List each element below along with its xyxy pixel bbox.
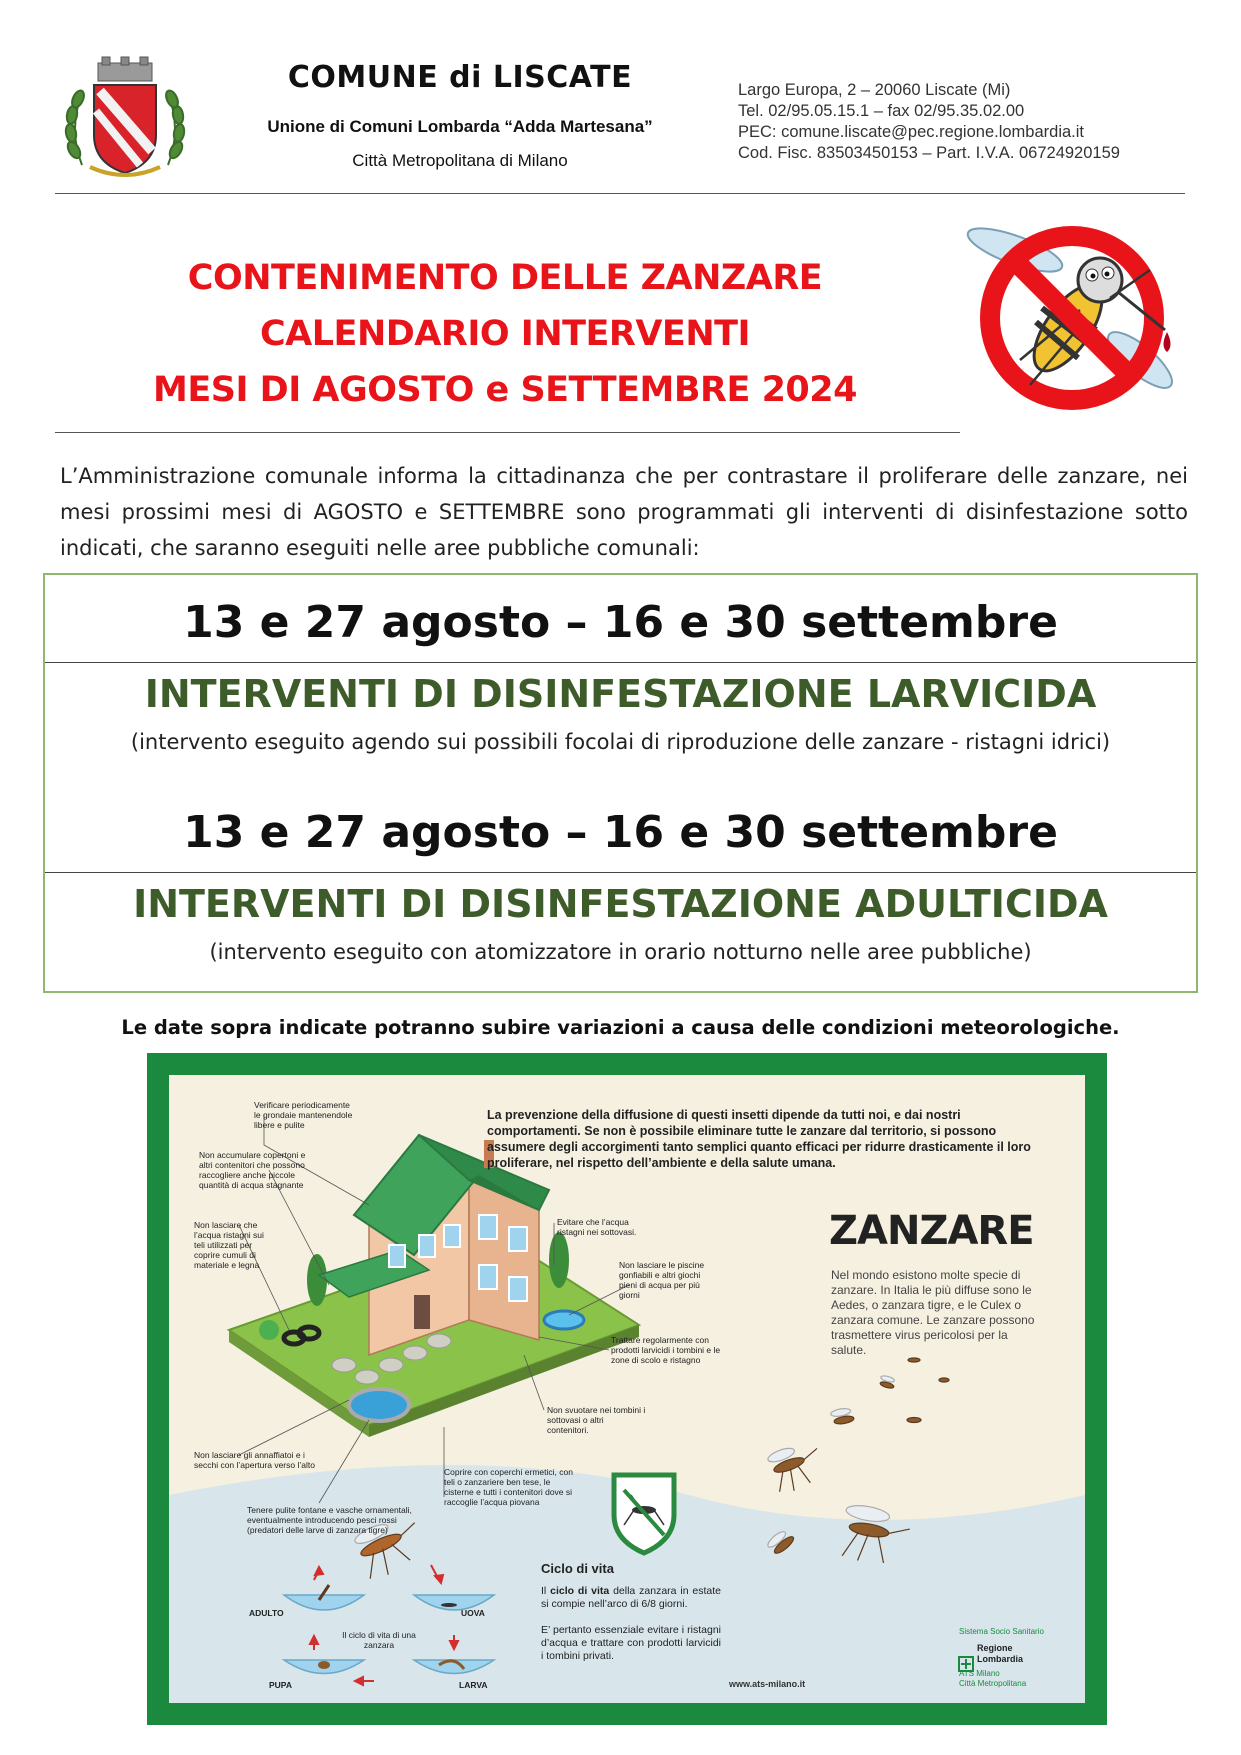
stage-larva: LARVA (459, 1680, 488, 1690)
stage-adulto: ADULTO (249, 1608, 284, 1618)
stage-uova: UOVA (461, 1608, 485, 1618)
tip-piscine: Non lasciare le piscine gonfiabili e altri giochi pieni di acqua per più giorni (619, 1260, 705, 1300)
no-mosquito-icon (960, 210, 1190, 425)
inflatable-pool (544, 1311, 584, 1329)
title-line-2: CALENDARIO INTERVENTI (259, 314, 751, 354)
tip-cisterne: Coprire con coperchi ermetici, con teli o zanzariere ben tese, le cisterne e tutti i contenitori dove si raccoglie l’acqua piovana (444, 1467, 573, 1507)
adulticide-dates: 13 e 27 agosto – 16 e 30 settembre (183, 807, 1058, 858)
tip-svuotare: Non svuotare nei tombini i sottovasi o altri contenitori. (547, 1405, 646, 1435)
contact-info (738, 80, 1120, 164)
notice-title (55, 250, 955, 418)
adulticide-divider (45, 872, 1196, 873)
prevention-poster (147, 1053, 1107, 1725)
tip-annaffiatoi: Non lasciare gli annaffiatoi e i secchi con l’apertura verso l’alto (194, 1450, 315, 1470)
tip-copertoni: Non accumulare copertoni e altri contenitori che possono raccogliere anche piccole quantità di acqua stagnante (199, 1150, 306, 1190)
tip-teli: Non lasciare che l’acqua ristagni sui teli utilizzati per coprire cumuli di materiale e legna (194, 1220, 264, 1270)
larvicide-title: INTERVENTI DI DISINFESTAZIONE LARVICIDA (144, 672, 1097, 716)
poster-canvas (169, 1075, 1085, 1703)
adulticide-title: INTERVENTI DI DISINFESTAZIONE ADULTICIDA (133, 882, 1108, 926)
weather-warning: Le date sopra indicate potranno subire variazioni a causa delle condizioni meteorologiche. (121, 1016, 1120, 1039)
life-cycle-text: Il ciclo di vita della zanzara in estate si compie nell’arco di 6/8 giorni. E’ pertanto essenziale evitare i ristagni d’acqua e trattare con prodotti larvicidi i tombini privati. (541, 1585, 722, 1662)
poster-intro: La prevenzione della diffusione di questi insetti dipende da tutti noi, e dai nostri comportamenti. Se non è possibile eliminare tutte le zanzare dal territorio, si possono assumere degli accorgimenti tanto semplici quanto efficaci per ridurre drasticamente il loro proliferare, nel rispetto dell’ambiente e della salute umana. (487, 1108, 1031, 1170)
municipal-union: Unione di Comuni Lombarda “Adda Martesana” (267, 117, 653, 136)
address: Largo Europa, 2 – 20060 Liscate (Mi) (738, 81, 1011, 99)
garden-pond (349, 1389, 409, 1421)
header-divider (55, 193, 1185, 194)
tip-grondaie: Verificare periodicamente le grondaie mantenendole libere e pulite (254, 1100, 353, 1130)
larvicide-note: (intervento eseguito agendo sui possibili focolai di riproduzione delle zanzare - ristagni idrici) (130, 730, 1111, 754)
pec-email: PEC: comune.liscate@pec.regione.lombardia.it (738, 123, 1085, 141)
adulticide-note: (intervento eseguito con atomizzatore in orario notturno nelle aree pubbliche) (209, 940, 1032, 964)
no-mosquito-shield-icon (614, 1475, 674, 1553)
title-line-1: CONTENIMENTO DELLE ZANZARE (187, 258, 823, 298)
title-divider (55, 432, 960, 433)
metropolitan-city: Città Metropolitana di Milano (352, 151, 568, 170)
tip-tombini: Trattare regolarmente con prodotti larvicidi i tombini e le zone di scolo e ristagno (611, 1335, 721, 1365)
municipality-header (200, 60, 720, 171)
municipal-crest-icon (60, 55, 190, 185)
intro-paragraph: L’Amministrazione comunale informa la cittadinanza che per contrastare il proliferare delle zanzare, nei mesi prossimi mesi di AGOSTO e SETTEMBRE sono programmati gli interventi di disinfestazione sotto indicati, che saranno eseguiti nelle aree pubbliche comunali: (60, 464, 1188, 560)
tip-fontane: Tenere pulite fontane e vasche ornamentali, eventualmente introducendo pesci rossi (predatori delle larve di zanzara tigre) (247, 1505, 412, 1535)
schedule-box (43, 573, 1198, 993)
municipality-name: COMUNE di LISCATE (287, 60, 633, 95)
tip-sottovasi: Evitare che l’acqua ristagni nei sottovasi. (557, 1217, 637, 1237)
poster-heading: ZANZARE (829, 1208, 1034, 1254)
larvicide-dates: 13 e 27 agosto – 16 e 30 settembre (183, 597, 1058, 648)
poster-url: www.ats-milano.it (729, 1679, 806, 1689)
stage-pupa: PUPA (269, 1680, 292, 1690)
poster-brand: Sistema Socio Sanitario Regione Lombardia ATS Milano Città Metropolitana (959, 1627, 1044, 1688)
larvicide-divider (45, 662, 1196, 663)
fiscal-code: Cod. Fisc. 83503450153 – Part. I.V.A. 06724920159 (738, 144, 1120, 162)
life-cycle-title: Ciclo di vita (541, 1561, 614, 1576)
poster-description: Nel mondo esistono molte specie di zanzare. In Italia le più diffuse sono le Aedes, o zanzara tigre, e le Culex o zanzara comune. Le zanzare possono trasmettere virus pericolosi per la salute. (831, 1268, 1035, 1357)
title-line-3: MESI DI AGOSTO e SETTEMBRE 2024 (153, 370, 857, 410)
phone: Tel. 02/95.05.15.1 – fax 02/95.35.02.00 (738, 102, 1025, 120)
life-cycle-center-label: Il ciclo di vita di una zanzara (342, 1630, 416, 1650)
